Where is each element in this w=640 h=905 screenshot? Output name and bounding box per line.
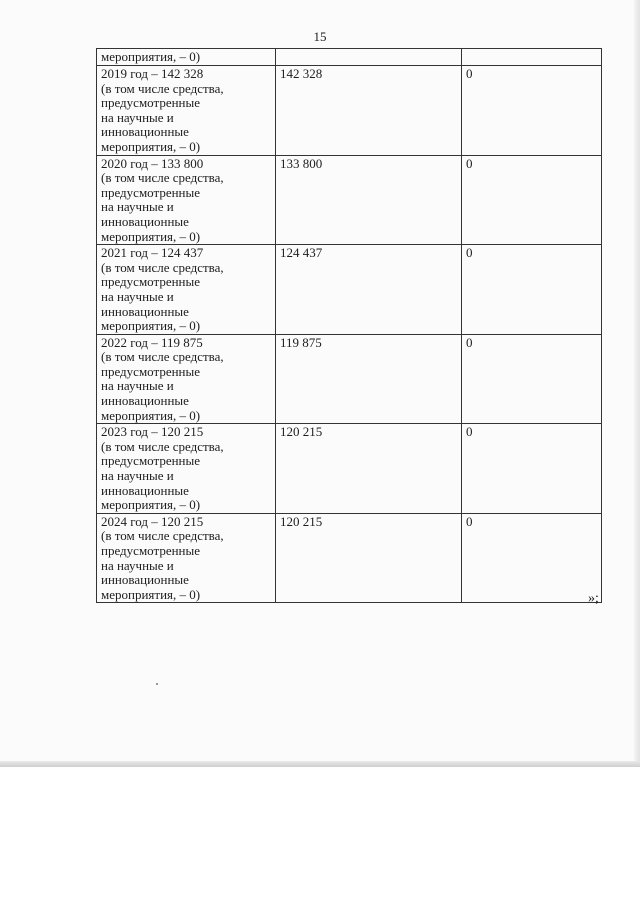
table-row bbox=[97, 334, 602, 424]
amount-cell: 124 437 bbox=[276, 245, 462, 335]
year-cell: 2024 год – 120 215 (в том числе средства, предусмотренные на научные и инновационные мероприятия, – 0) bbox=[97, 513, 276, 603]
year-cell: 2020 год – 133 800 (в том числе средства, предусмотренные на научные и инновационные мероприятия, – 0) bbox=[97, 155, 276, 245]
year-cell: 2019 год – 142 328 (в том числе средства, предусмотренные на научные и инновационные мероприятия, – 0) bbox=[97, 66, 276, 156]
amount-cell: 120 215 bbox=[276, 424, 462, 514]
table-row bbox=[97, 49, 602, 66]
year-cell: мероприятия, – 0) bbox=[97, 49, 276, 66]
amount-cell: 120 215 bbox=[276, 513, 462, 603]
other-cell: 0 bbox=[462, 245, 602, 335]
other-cell: 0 bbox=[462, 424, 602, 514]
closing-quote-mark: »; bbox=[588, 591, 599, 606]
table-row bbox=[97, 513, 602, 603]
other-cell: 0 bbox=[462, 334, 602, 424]
page-number: 15 bbox=[313, 29, 327, 44]
scan-edge-bottom bbox=[0, 761, 640, 767]
other-cell: 0 bbox=[462, 513, 602, 603]
table-row bbox=[97, 66, 602, 156]
scan-edge-right bbox=[634, 0, 640, 767]
table-row bbox=[97, 245, 602, 335]
year-cell: 2021 год – 124 437 (в том числе средства, предусмотренные на научные и инновационные мероприятия, – 0) bbox=[97, 245, 276, 335]
amount-cell: 119 875 bbox=[276, 334, 462, 424]
budget-table bbox=[96, 48, 602, 603]
amount-cell: 142 328 bbox=[276, 66, 462, 156]
year-cell: 2023 год – 120 215 (в том числе средства, предусмотренные на научные и инновационные мероприятия, – 0) bbox=[97, 424, 276, 514]
table-row bbox=[97, 424, 602, 514]
other-cell: 0 bbox=[462, 66, 602, 156]
other-cell bbox=[462, 49, 602, 66]
amount-cell: 133 800 bbox=[276, 155, 462, 245]
year-cell: 2022 год – 119 875 (в том числе средства, предусмотренные на научные и инновационные мероприятия, – 0) bbox=[97, 334, 276, 424]
other-cell: 0 bbox=[462, 155, 602, 245]
scan-speck bbox=[156, 683, 158, 685]
table-row bbox=[97, 155, 602, 245]
amount-cell bbox=[276, 49, 462, 66]
